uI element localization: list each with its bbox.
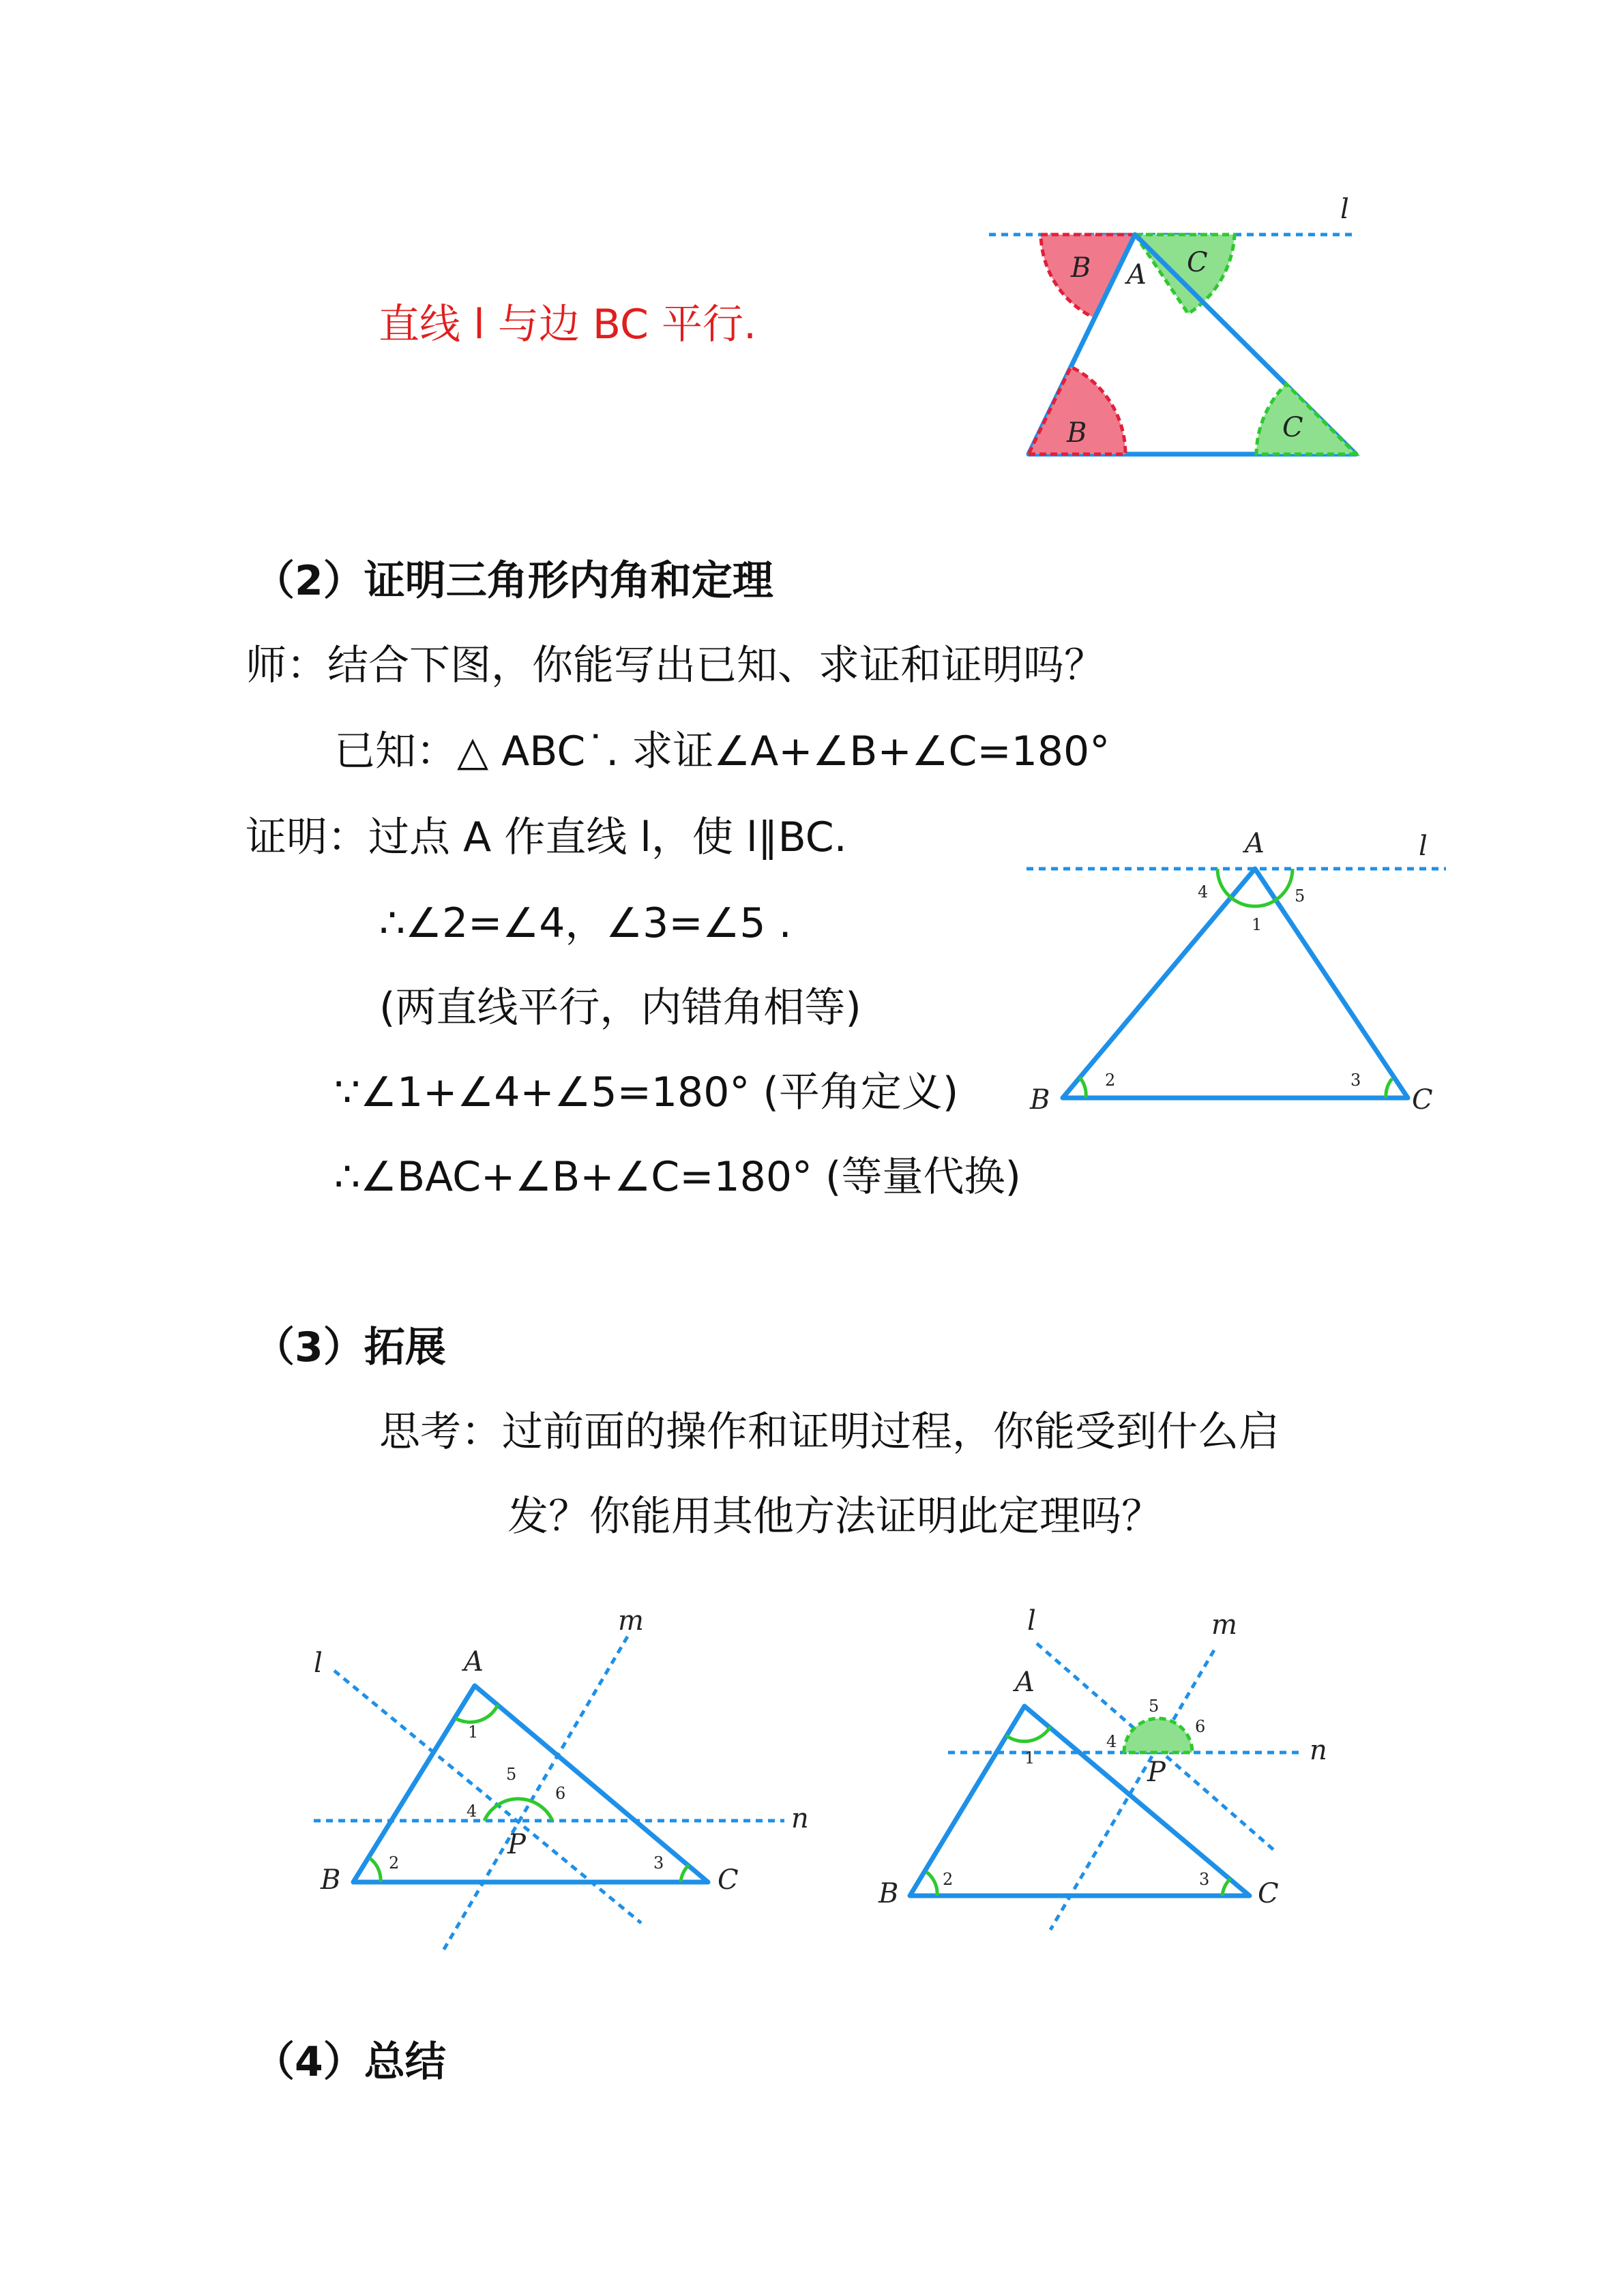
line-l bbox=[334, 1671, 641, 1923]
triangle-abc bbox=[1063, 869, 1408, 1098]
think-line1: 思考：过前面的操作和证明过程，你能受到什么启 bbox=[379, 1408, 1280, 1456]
label-l: l bbox=[1419, 831, 1428, 862]
angles-at-p bbox=[1124, 1718, 1192, 1753]
line-m bbox=[1050, 1650, 1214, 1930]
angle-label-6: 6 bbox=[555, 1784, 566, 1803]
label-n: n bbox=[1310, 1735, 1327, 1766]
figure-proof-triangle bbox=[1009, 825, 1480, 1125]
label-c: C bbox=[718, 1864, 739, 1896]
angle-3 bbox=[681, 1865, 689, 1882]
angle-2 bbox=[370, 1858, 381, 1882]
angle-label-4: 4 bbox=[1106, 1732, 1117, 1751]
label-b: B bbox=[879, 1878, 899, 1909]
proof-step3: ∴∠BAC+∠B+∠C=180° (等量代换) bbox=[334, 1153, 1021, 1201]
label-p: P bbox=[507, 1829, 526, 1860]
angle-label-5: 5 bbox=[1149, 1697, 1160, 1716]
label-m: m bbox=[1211, 1609, 1237, 1641]
parallel-note: 直线 l 与边 BC 平行. bbox=[379, 301, 757, 348]
label-b-bottom: B bbox=[1067, 417, 1087, 449]
think-line2: 发？你能用其他方法证明此定理吗？ bbox=[507, 1493, 1162, 1540]
label-l: l bbox=[1340, 194, 1349, 225]
label-a: A bbox=[1245, 828, 1265, 859]
label-c: C bbox=[1258, 1878, 1279, 1909]
angle-label-4: 4 bbox=[1198, 882, 1209, 901]
label-c-top: C bbox=[1187, 247, 1208, 278]
given-statement: 已知：△ ABC˙. 求证∠A+∠B+∠C=180° bbox=[334, 728, 1110, 775]
proof-step1: ∴∠2=∠4，∠3=∠5 . bbox=[379, 899, 792, 947]
angle-label-4: 4 bbox=[467, 1802, 477, 1821]
label-a: A bbox=[464, 1646, 484, 1678]
angle-label-2: 2 bbox=[389, 1853, 400, 1873]
angle-label-5: 5 bbox=[506, 1765, 517, 1784]
label-b-top: B bbox=[1071, 252, 1091, 284]
label-l: l bbox=[1027, 1605, 1036, 1637]
angle-label-1: 1 bbox=[1024, 1748, 1035, 1768]
proof-intro: 证明：过点 A 作直线 l，使 l∥BC. bbox=[246, 814, 847, 861]
figure-parallel-angles bbox=[982, 191, 1391, 477]
label-p: P bbox=[1147, 1757, 1166, 1788]
section3-heading: （3）拓展 bbox=[254, 1324, 446, 1371]
angle-label-2: 2 bbox=[1105, 1071, 1116, 1090]
angle-c-bottom bbox=[1256, 384, 1356, 454]
section2-heading: （2）证明三角形内角和定理 bbox=[254, 557, 773, 605]
figure-extension-left bbox=[293, 1596, 825, 1964]
section4-heading: （4）总结 bbox=[254, 2038, 446, 2086]
angle-label-5: 5 bbox=[1295, 886, 1305, 906]
label-l: l bbox=[314, 1648, 323, 1679]
label-m: m bbox=[618, 1605, 644, 1637]
angle-label-1: 1 bbox=[468, 1723, 479, 1742]
angle-label-2: 2 bbox=[943, 1870, 954, 1889]
angle-label-3: 3 bbox=[653, 1853, 664, 1873]
angle-label-3: 3 bbox=[1350, 1071, 1361, 1090]
teacher-question: 师：结合下图，你能写出已知、求证和证明吗？ bbox=[246, 642, 1105, 689]
angle-label-3: 3 bbox=[1199, 1870, 1210, 1889]
angle-2 bbox=[926, 1872, 937, 1896]
label-a: A bbox=[1015, 1667, 1035, 1698]
proof-step1-reason: (两直线平行，内错角相等) bbox=[379, 984, 861, 1032]
label-b: B bbox=[321, 1864, 341, 1896]
label-b: B bbox=[1030, 1084, 1050, 1116]
angle-3 bbox=[1222, 1879, 1230, 1896]
triangle-abc bbox=[353, 1686, 708, 1882]
angle-3 bbox=[1386, 1079, 1392, 1098]
label-c: C bbox=[1412, 1084, 1433, 1116]
angle-label-1: 1 bbox=[1252, 915, 1263, 934]
figure-extension-right bbox=[866, 1596, 1357, 1950]
label-a: A bbox=[1127, 259, 1147, 290]
label-c-bottom: C bbox=[1282, 412, 1303, 443]
angle-label-6: 6 bbox=[1195, 1717, 1206, 1736]
proof-step2: ∵∠1+∠4+∠5=180° (平角定义) bbox=[334, 1069, 959, 1116]
angle-2 bbox=[1080, 1077, 1086, 1098]
angles-at-p bbox=[484, 1799, 552, 1821]
label-n: n bbox=[791, 1803, 809, 1834]
